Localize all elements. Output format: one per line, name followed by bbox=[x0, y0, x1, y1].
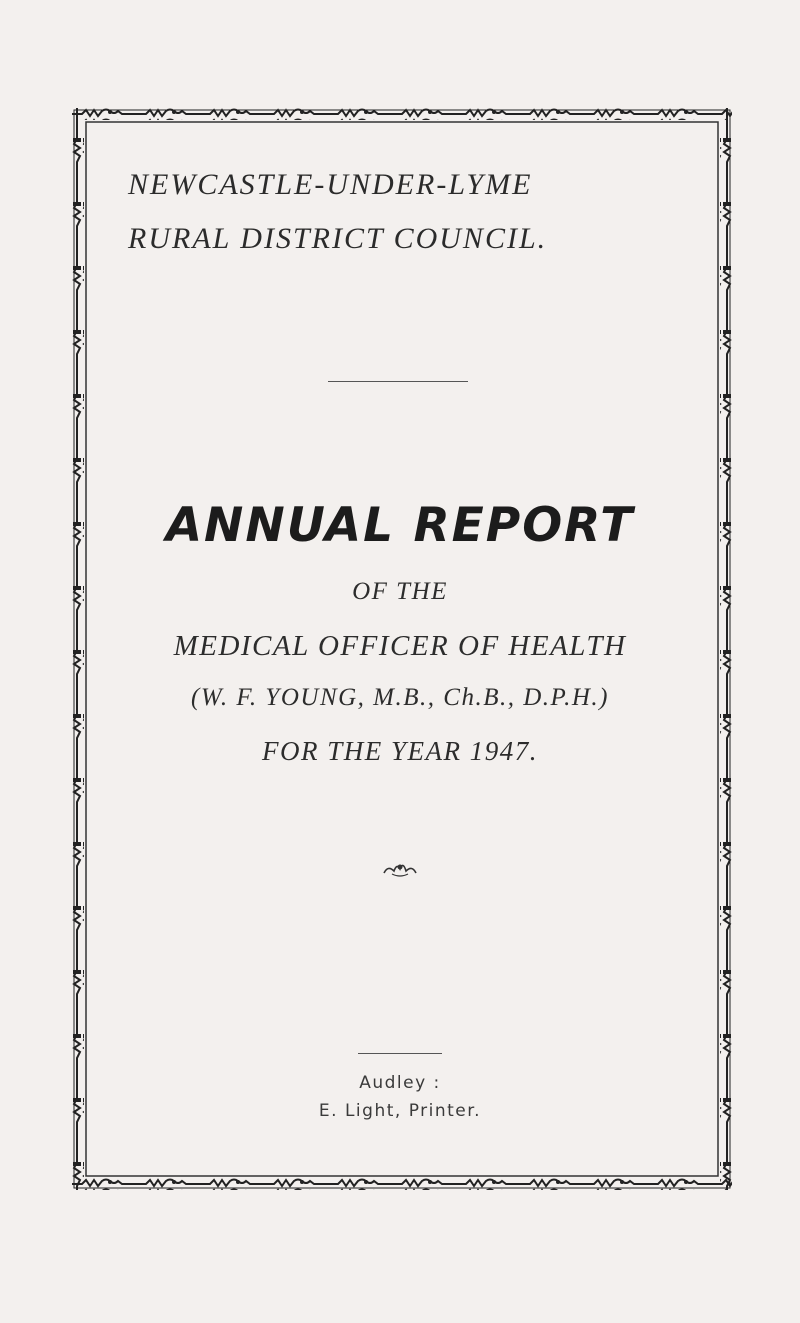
council-title-line2: RURAL DISTRICT COUNCIL. bbox=[128, 222, 548, 255]
divider-rule-bottom bbox=[358, 1053, 442, 1054]
imprint-place: Audley : bbox=[359, 1073, 441, 1093]
council-title-line1: NEWCASTLE-UNDER-LYME bbox=[128, 168, 533, 201]
officer-name: (W. F. YOUNG, M.B., Ch.B., D.P.H.) bbox=[191, 684, 609, 711]
officer-title: MEDICAL OFFICER OF HEALTH bbox=[173, 630, 627, 662]
report-year: FOR THE YEAR 1947. bbox=[262, 736, 538, 766]
printers-ornament-icon bbox=[382, 859, 418, 879]
of-the-line: OF THE bbox=[352, 578, 448, 605]
divider-rule-top bbox=[328, 381, 468, 382]
report-heading: ANNUAL REPORT bbox=[165, 498, 635, 553]
imprint-printer: E. Light, Printer. bbox=[318, 1101, 482, 1121]
